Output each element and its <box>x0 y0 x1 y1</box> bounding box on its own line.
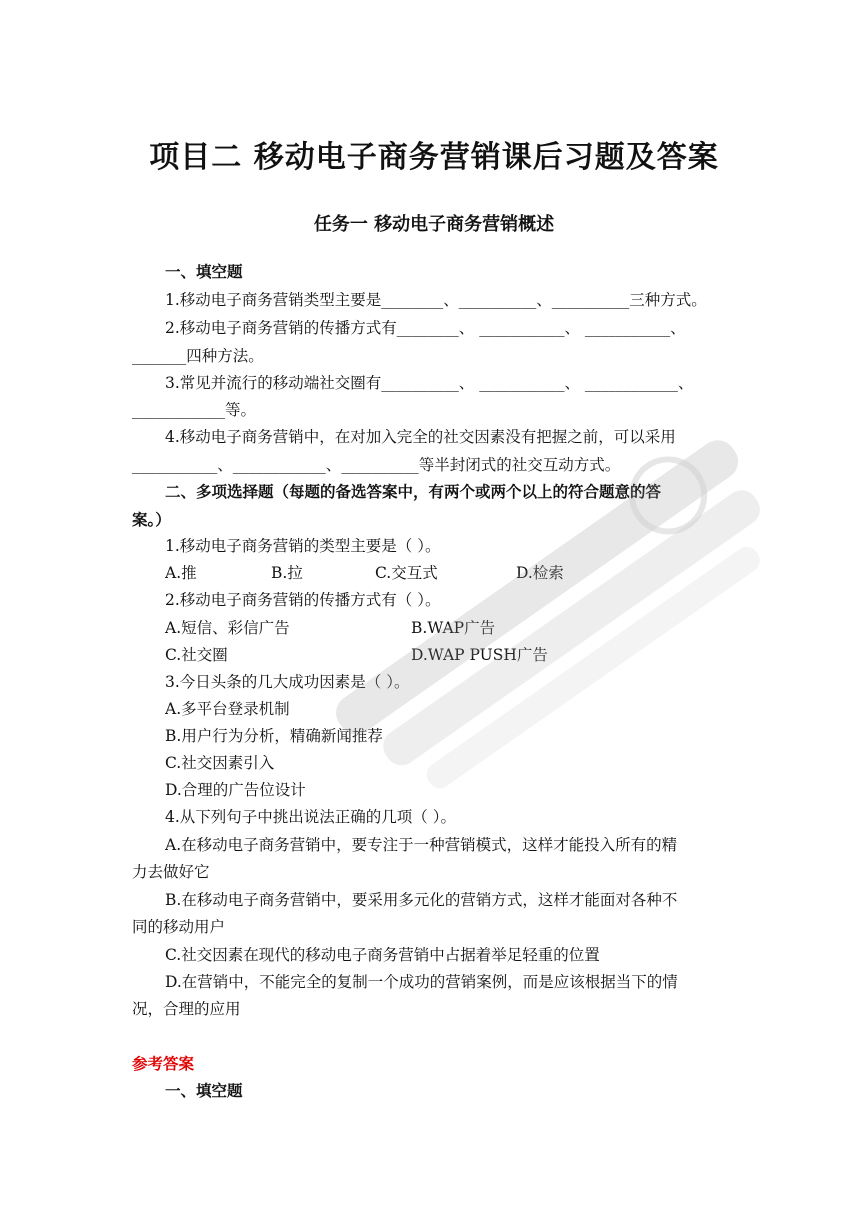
q4-option-b-line2: 同的移动用户 <box>132 918 226 936</box>
q4-option-a-line1: A.在移动电子商务营销中，要专注于一种营销模式，这样才能投入所有的精 <box>165 836 678 854</box>
q1-option-b: B.拉 <box>271 564 303 582</box>
fill-blank-q3-line1: 3.常见并流行的移动端社交圈有__________、 ___________、 ____________、 <box>165 374 694 392</box>
answers-heading: 参考答案 <box>132 1055 195 1073</box>
q4-option-b-line1: B.在移动电子商务营销中，要采用多元化的营销方式，这样才能面对各种不 <box>165 891 678 909</box>
q2-option-c: C.社交圈 <box>165 646 228 664</box>
multi-choice-heading-line2: 案。） <box>132 511 171 529</box>
page-title: 项目二 移动电子商务营销课后习题及答案 <box>149 140 719 175</box>
q3-option-a: A.多平台登录机制 <box>165 700 290 718</box>
fill-blank-q3-line2: ____________等。 <box>132 401 257 419</box>
multi-choice-q3: 3.今日头条的几大成功因素是（ ）。 <box>165 673 410 691</box>
q4-option-d-line1: D.在营销中，不能完全的复制一个成功的营销案例，而是应该根据当下的情 <box>165 973 678 991</box>
multi-choice-q2: 2.移动电子商务营销的传播方式有（ ）。 <box>165 591 441 609</box>
q1-option-a: A.推 <box>165 564 197 582</box>
fill-blank-q2-line1: 2.移动电子商务营销的传播方式有________、 ___________、 ___________、 <box>165 319 686 337</box>
fill-blank-q2-line2: _______四种方法。 <box>132 347 264 365</box>
multi-choice-heading-line1: 二、多项选择题（每题的备选答案中，有两个或两个以上的符合题意的答 <box>165 483 662 501</box>
fill-blank-q1: 1.移动电子商务营销类型主要是________、__________、__________三种方式。 <box>165 291 707 309</box>
multi-choice-q1: 1.移动电子商务营销的类型主要是（ ）。 <box>165 537 441 555</box>
fill-blank-q4-line1: 4.移动电子商务营销中，在对加入完全的社交因素没有把握之前，可以采用 <box>165 428 676 446</box>
q2-option-a: A.短信、彩信广告 <box>165 619 290 637</box>
q3-option-c: C.社交因素引入 <box>165 754 275 772</box>
q3-option-d: D.合理的广告位设计 <box>165 781 306 799</box>
q1-option-d: D.检索 <box>516 564 564 582</box>
q3-option-b: B.用户行为分析，精确新闻推荐 <box>165 727 383 745</box>
fill-blank-q4-line2: ___________、____________、__________等半封闭式的社交互动方式。 <box>132 456 621 474</box>
section-subtitle: 任务一 移动电子商务营销概述 <box>313 214 555 235</box>
fill-blank-heading: 一、填空题 <box>165 263 243 281</box>
q4-option-d-line2: 况，合理的应用 <box>132 1000 241 1018</box>
q4-option-c: C.社交因素在现代的移动电子商务营销中占据着举足轻重的位置 <box>165 946 600 964</box>
q1-option-c: C.交互式 <box>375 564 438 582</box>
multi-choice-q4: 4.从下列句子中挑出说法正确的几项（ ）。 <box>165 808 456 826</box>
q2-option-d: D.WAP PUSH广告 <box>411 646 548 664</box>
answers-fill-blank-heading: 一、填空题 <box>165 1082 243 1100</box>
q4-option-a-line2: 力去做好它 <box>132 863 210 881</box>
q2-option-b: B.WAP广告 <box>411 619 496 637</box>
